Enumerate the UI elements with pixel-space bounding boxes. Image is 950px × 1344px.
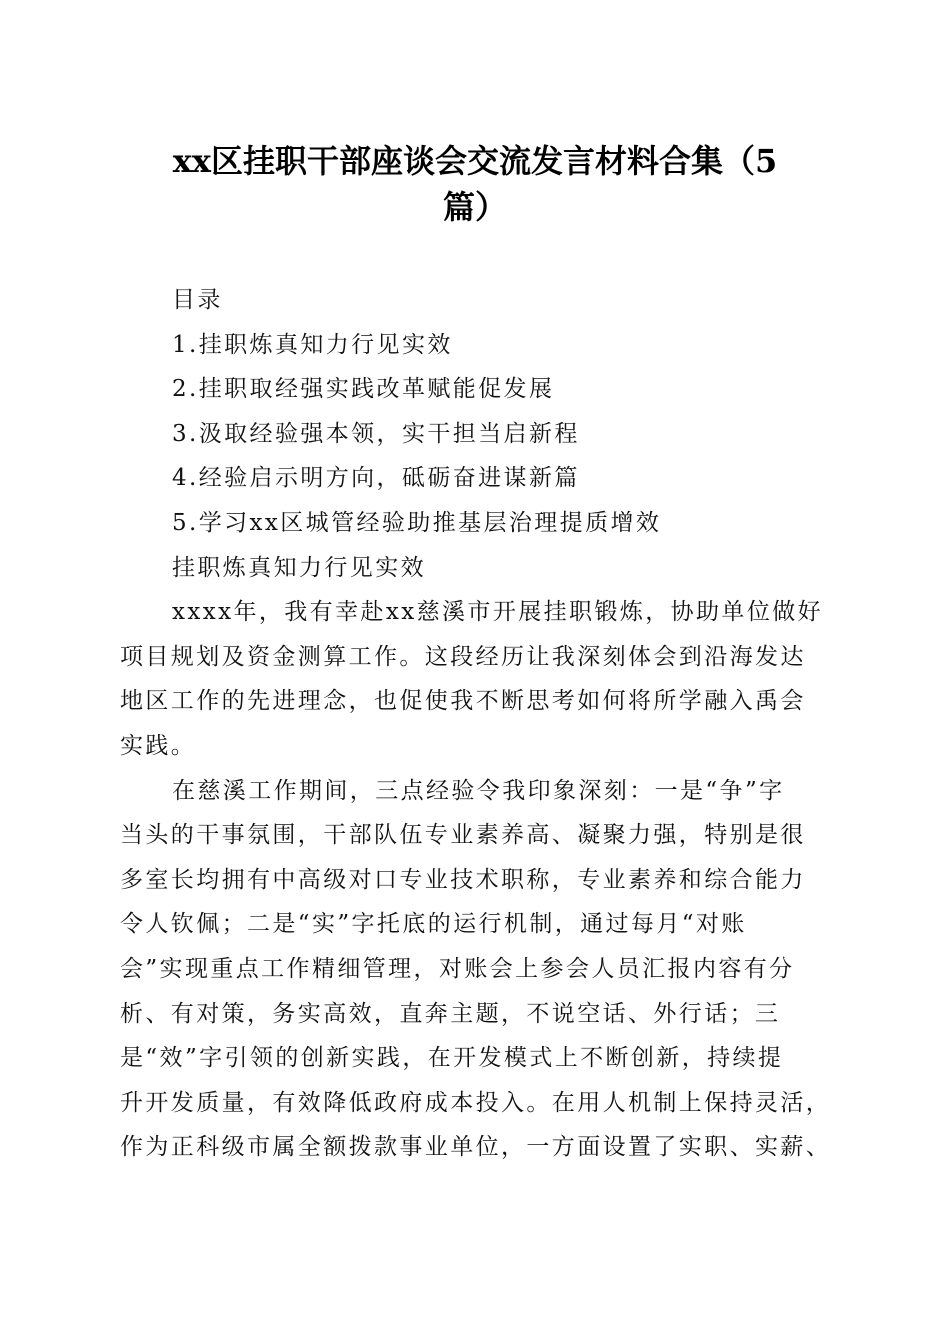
paragraph-line: 令人钦佩；二是“实”字托底的运行机制，通过每月“对账	[120, 911, 747, 938]
section-title: 挂职炼真知力行见实效	[172, 554, 426, 581]
paragraph-line: 多室长均拥有中高级对口专业技术职称，专业素养和综合能力	[120, 866, 806, 893]
paragraph-line: 地区工作的先进理念，也促使我不断思考如何将所学融入禹会	[120, 688, 806, 715]
paragraph-1	[120, 590, 830, 768]
paragraph-2	[120, 769, 830, 1170]
paragraph-line: 是“效”字引领的创新实践，在开发模式上不断创新，持续提	[120, 1045, 784, 1072]
paragraph-line: 析、有对策，务实高效，直奔主题，不说空话、外行话；三	[120, 1000, 781, 1027]
toc-item-4: 4.经验启示明方向，砥砺奋进谋新篇	[172, 465, 580, 492]
paragraph-line: xxxx年，我有幸赴xx慈溪市开展挂职锻炼，协助单位做好	[172, 599, 824, 626]
toc-item-5: 5.学习xx区城管经验助推基层治理提质增效	[172, 509, 662, 536]
paragraph-line: 作为正科级市属全额拨款事业单位，一方面设置了实职、实薪、	[120, 1134, 832, 1161]
paragraph-line: 项目规划及资金测算工作。这段经历让我深刻体会到沿海发达	[120, 643, 806, 670]
title-line-2: 篇）	[442, 188, 507, 226]
paragraph-line: 升开发质量，有效降低政府成本投入。在用人机制上保持灵活，	[120, 1089, 832, 1116]
paragraph-line: 当头的干事氛围，干部队伍专业素养高、凝聚力强，特别是很	[120, 822, 806, 849]
toc-heading: 目录	[172, 287, 223, 313]
paragraph-line: 会”实现重点工作精细管理，对账会上参会人员汇报内容有分	[120, 955, 795, 982]
title-line-1: xx区挂职干部座谈会交流发言材料合集（5	[172, 142, 778, 180]
paragraph-line: 实践。	[120, 732, 197, 759]
toc-item-2: 2.挂职取经强实践改革赋能促发展	[172, 376, 555, 403]
paragraph-line: 在慈溪工作期间，三点经验令我印象深刻：一是“争”字	[172, 777, 785, 804]
toc-item-1: 1.挂职炼真知力行见实效	[172, 331, 453, 358]
document-body	[120, 278, 830, 1170]
document-title	[120, 138, 830, 230]
toc-item-3: 3.汲取经验强本领，实干担当启新程	[172, 420, 580, 447]
